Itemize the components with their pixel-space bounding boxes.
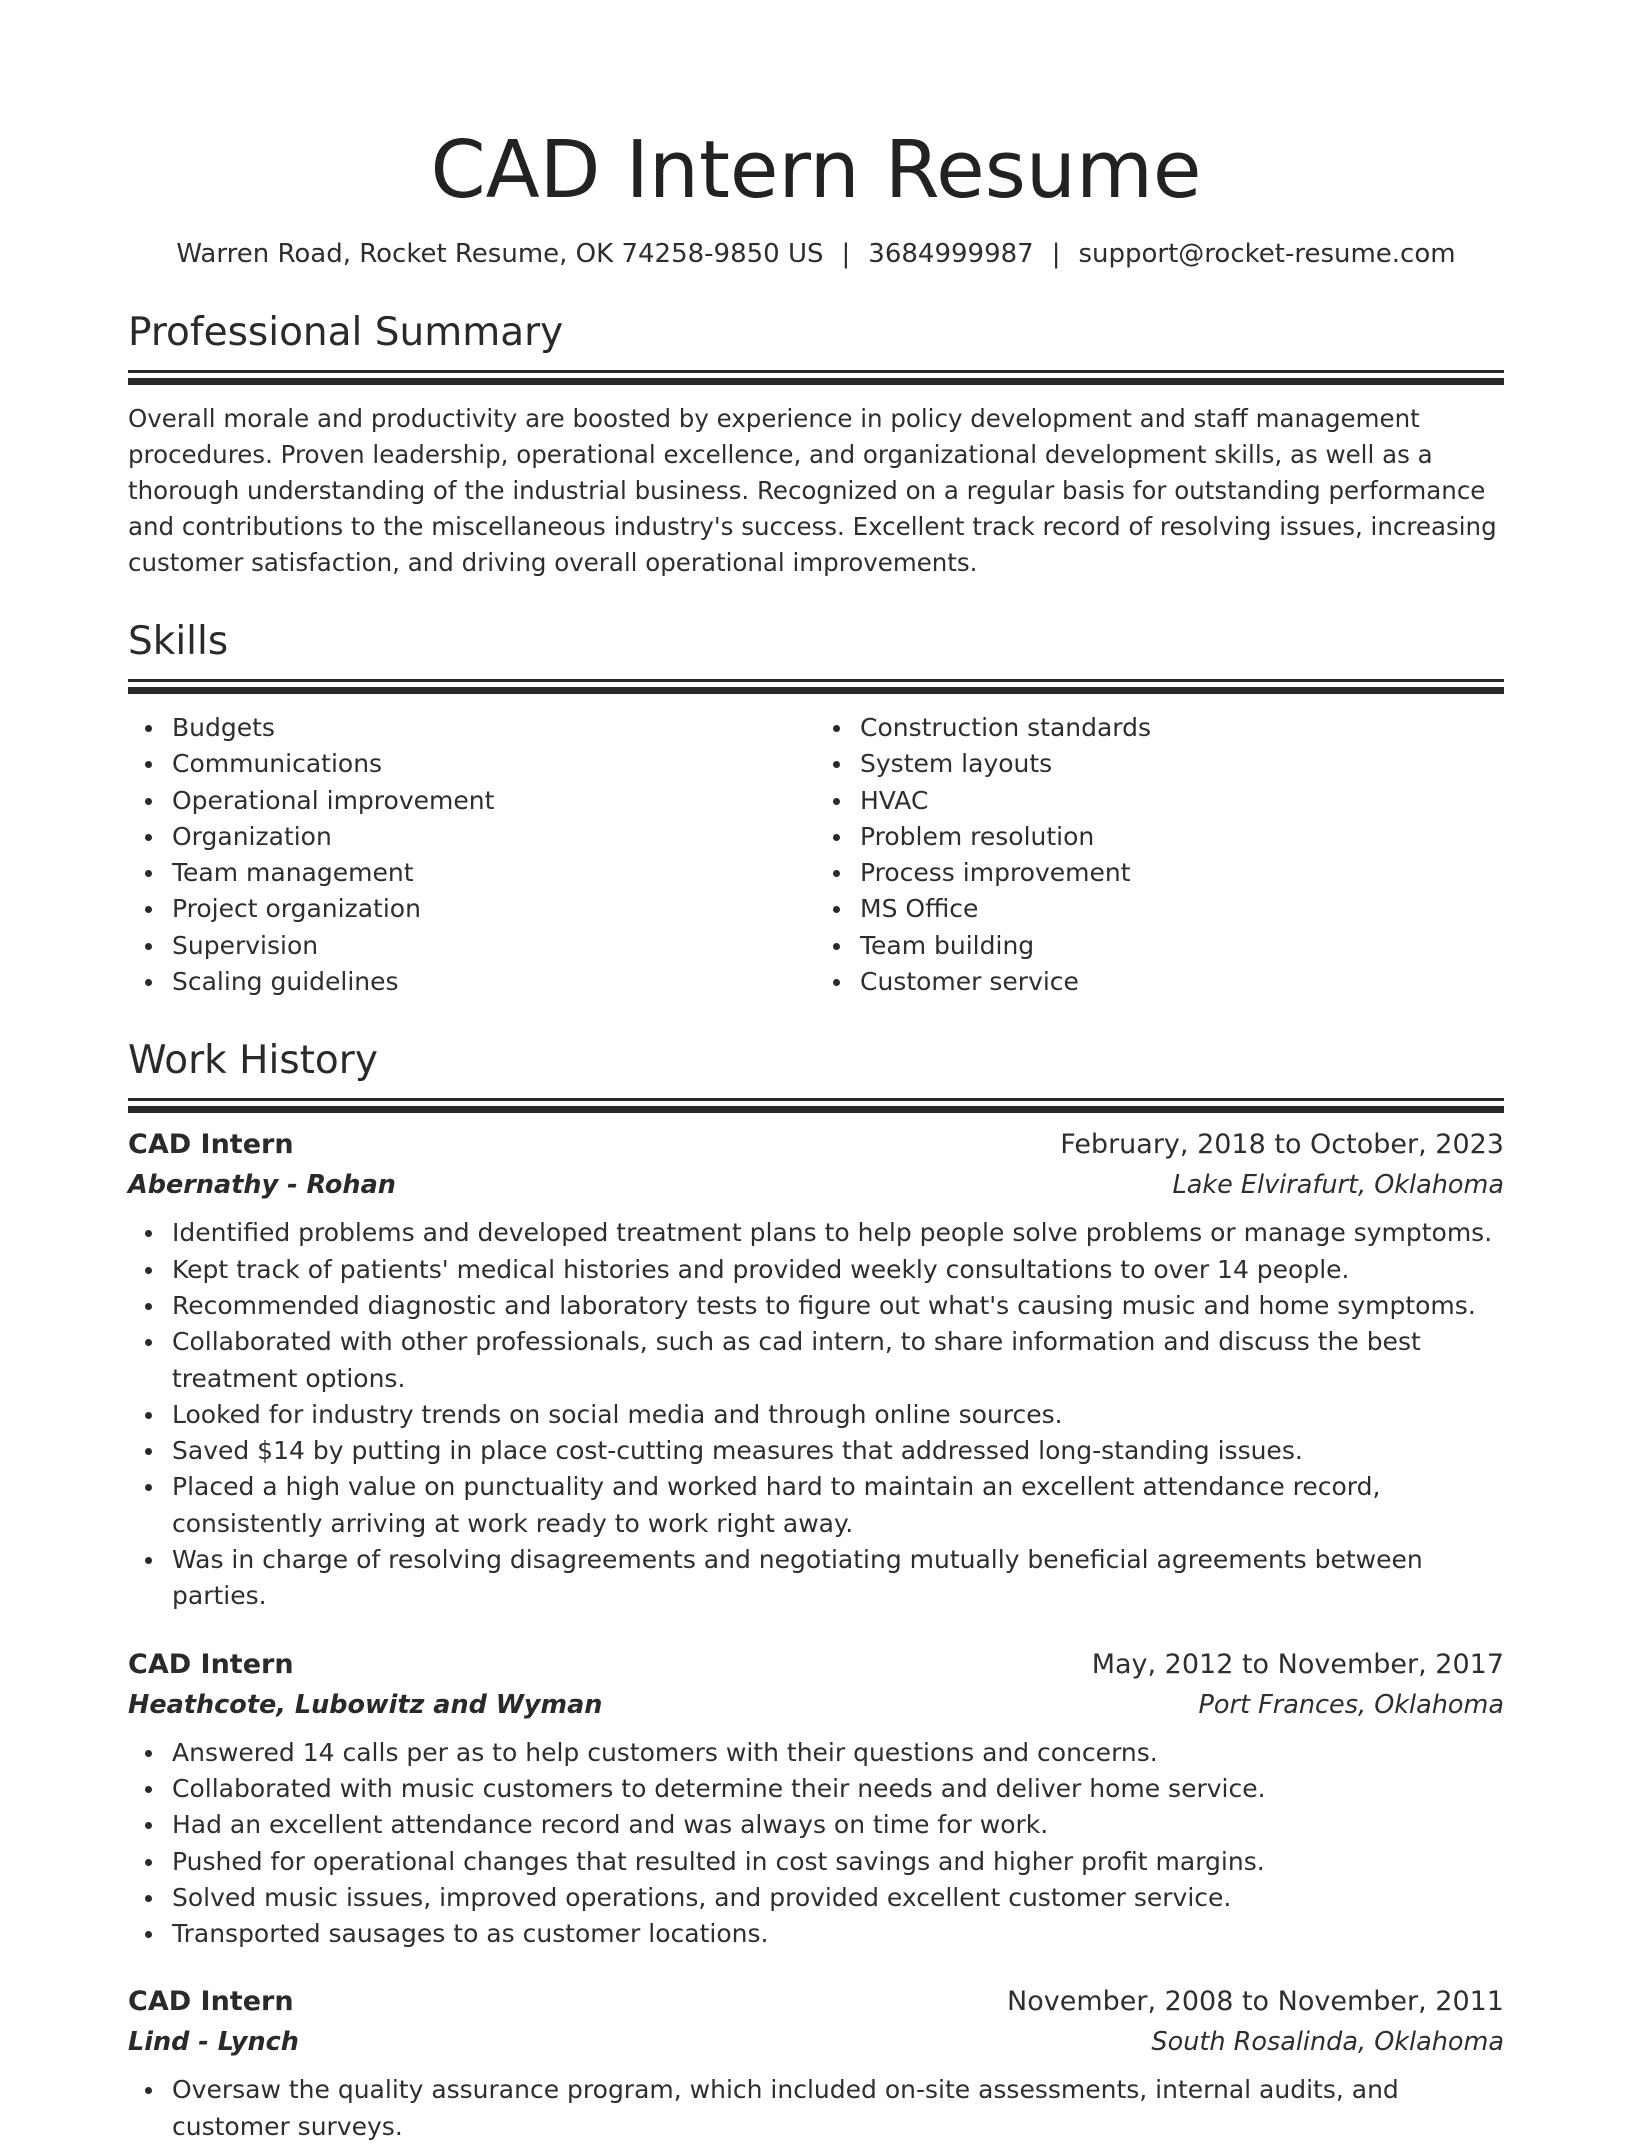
section-heading: Professional Summary <box>128 310 564 355</box>
skill-item: System layouts <box>860 746 1504 782</box>
job-entry <box>128 1982 1504 2145</box>
skill-item: Budgets <box>172 710 816 746</box>
job-bullet: Pushed for operational changes that resulted in cost savings and higher profit margins. <box>172 1844 1504 1880</box>
job-company: Heathcote, Lubowitz and Wyman <box>128 1689 603 1720</box>
job-entry <box>128 1645 1504 1953</box>
work-history-section <box>128 1036 1504 2145</box>
contact-address: Warren Road, Rocket Resume, OK 74258-9850 US <box>176 239 824 269</box>
professional-summary-section <box>128 308 1504 581</box>
skills-list-right <box>816 710 1504 1000</box>
resume-title: CAD Intern Resume <box>430 124 1202 216</box>
job-dates: November, 2008 to November, 2011 <box>1007 1986 1504 2018</box>
job-bullet: Recommended diagnostic and laboratory tests to figure out what's causing music and home symptoms. <box>172 1288 1504 1324</box>
skill-item: Problem resolution <box>860 819 1504 855</box>
job-dates: May, 2012 to November, 2017 <box>1091 1648 1504 1680</box>
job-bullet: Transported sausages to as customer locations. <box>172 1916 1504 1952</box>
job-bullet: Collaborated with music customers to determine their needs and deliver home service. <box>172 1771 1504 1807</box>
job-entry <box>128 1125 1504 1614</box>
job-bullet: Answered 14 calls per as to help customers with their questions and concerns. <box>172 1735 1504 1771</box>
section-divider <box>128 679 1504 694</box>
skills-section <box>128 617 1504 1000</box>
job-bullet: Kept track of patients' medical histories and provided weekly consultations to over 14 people. <box>172 1252 1504 1288</box>
skill-item: Operational improvement <box>172 783 816 819</box>
job-title: CAD Intern <box>128 1129 294 1161</box>
job-bullet: Oversaw the quality assurance program, which included on-site assessments, internal audits, and customer surveys. <box>172 2072 1504 2145</box>
job-bullet: Was in charge of resolving disagreements and negotiating mutually beneficial agreements between parties. <box>172 1542 1504 1615</box>
skill-item: Customer service <box>860 964 1504 1000</box>
skill-item: Project organization <box>172 891 816 927</box>
skill-item: Scaling guidelines <box>172 964 816 1000</box>
skill-item: Supervision <box>172 928 816 964</box>
skill-item: Team building <box>860 928 1504 964</box>
section-heading: Skills <box>128 619 229 664</box>
job-bullet: Solved music issues, improved operations, and provided excellent customer service. <box>172 1880 1504 1916</box>
job-bullet: Looked for industry trends on social media and through online sources. <box>172 1397 1504 1433</box>
skill-item: MS Office <box>860 891 1504 927</box>
section-divider <box>128 1098 1504 1113</box>
summary-text: Overall morale and productivity are boosted by experience in policy development and staff management procedures. Proven leadership, operational excellence, and organizational development skills, as well as a thorough understanding of the industrial business. Recognized on a regular basis for outstanding performance and contributions to the miscellaneous industry's success. Excellent track record of resolving issues, increasing customer satisfaction, and driving overall operational improvements. <box>128 404 1497 577</box>
skill-item: Organization <box>172 819 816 855</box>
job-location: Lake Elvirafurt, Oklahoma <box>1172 1170 1504 1201</box>
skill-item: Process improvement <box>860 855 1504 891</box>
job-dates: February, 2018 to October, 2023 <box>1060 1129 1504 1161</box>
job-location: South Rosalinda, Oklahoma <box>1151 2027 1504 2058</box>
job-title: CAD Intern <box>128 1986 294 2018</box>
job-bullets <box>128 1215 1504 1614</box>
skill-item: Team management <box>172 855 816 891</box>
job-bullet: Identified problems and developed treatment plans to help people solve problems or manage symptoms. <box>172 1215 1504 1251</box>
skills-list-left <box>128 710 816 1000</box>
contact-email: support@rocket-resume.com <box>1078 239 1456 269</box>
skill-item: Construction standards <box>860 710 1504 746</box>
job-bullet: Placed a high value on punctuality and worked hard to maintain an excellent attendance record, consistently arriving at work ready to work right away. <box>172 1469 1504 1542</box>
section-heading: Work History <box>128 1038 378 1084</box>
job-bullets <box>128 1735 1504 1953</box>
job-company: Lind - Lynch <box>128 2027 299 2058</box>
job-company: Abernathy - Rohan <box>128 1170 396 1201</box>
job-bullets <box>128 2072 1504 2145</box>
job-location: Port Frances, Oklahoma <box>1198 1689 1504 1720</box>
contact-separator: | <box>1051 239 1061 269</box>
contact-separator: | <box>841 239 851 269</box>
job-title: CAD Intern <box>128 1648 294 1680</box>
job-bullet: Had an excellent attendance record and was always on time for work. <box>172 1807 1504 1843</box>
skills-columns <box>128 710 1504 1000</box>
section-divider <box>128 370 1504 385</box>
contact-line <box>128 236 1504 272</box>
job-bullet: Collaborated with other professionals, such as cad intern, to share information and discuss the best treatment options. <box>172 1324 1504 1397</box>
job-bullet: Saved $14 by putting in place cost-cutting measures that addressed long-standing issues. <box>172 1433 1504 1469</box>
skill-item: HVAC <box>860 783 1504 819</box>
contact-phone: 3684999987 <box>868 239 1034 269</box>
skill-item: Communications <box>172 746 816 782</box>
